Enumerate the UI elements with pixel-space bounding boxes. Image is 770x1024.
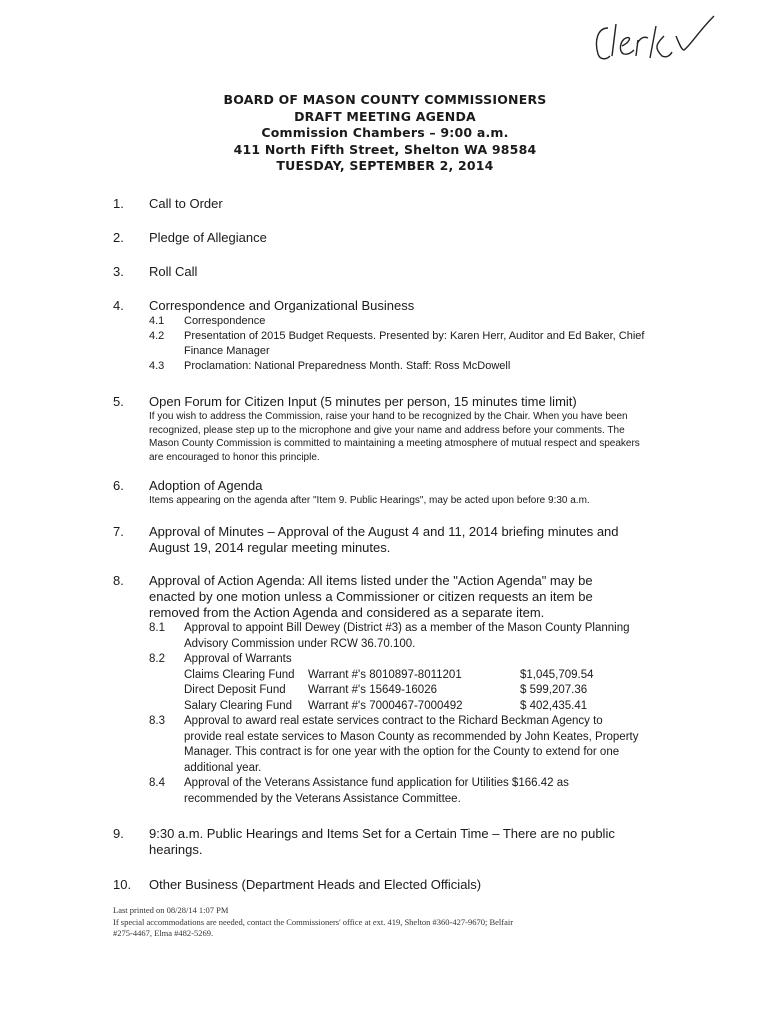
item-title: 9:30 a.m. Public Hearings and Items Set for a Certain Time – There are no public hearings. bbox=[149, 826, 615, 857]
sub-item-text: Approval of the Veterans Assistance fund application for Utilities $166.42 as recommended by the Veterans Assistance Committee. bbox=[184, 777, 569, 805]
sub-item-text: Presentation of 2015 Budget Requests. Presented by: Karen Herr, Auditor and Ed Baker, Chief Finance Manager bbox=[184, 330, 645, 357]
item-title: Open Forum for Citizen Input (5 minutes per person, 15 minutes time limit) bbox=[149, 394, 577, 409]
warrant-fund: Salary Clearing Fund bbox=[184, 699, 293, 712]
item-title: Approval of Minutes – Approval of the August 4 and 11, 2014 briefing minutes and August 19, 2014 regular meeting minutes. bbox=[149, 524, 619, 555]
sub-item-4-3 bbox=[149, 359, 649, 374]
item-number: 3. bbox=[113, 264, 124, 279]
sub-item-text: Proclamation: National Preparedness Month. Staff: Ross McDowell bbox=[184, 360, 511, 372]
sub-item-text: Approval to appoint Bill Dewey (District #3) as a member of the Mason County Planning Advisory Commission under RCW 36.70.100. bbox=[184, 622, 630, 650]
item-number: 1. bbox=[113, 196, 124, 211]
item-number: 7. bbox=[113, 524, 124, 539]
warrant-amount: $1,045,709.54 bbox=[520, 668, 594, 681]
item-title: Call to Order bbox=[149, 196, 223, 211]
agenda-header bbox=[0, 92, 770, 175]
sub-item-8-4 bbox=[149, 776, 639, 807]
footer-printed-date: Last printed on 08/28/14 1:07 PM bbox=[113, 905, 229, 915]
warrant-table bbox=[184, 668, 639, 715]
item-number: 10. bbox=[113, 877, 132, 892]
sub-item-number: 4.2 bbox=[149, 330, 165, 342]
item-title: Roll Call bbox=[149, 264, 198, 279]
footer-accommodations: If special accommodations are needed, contact the Commissioners' office at ext. 419, Shelton #360-427-9670; Belfair bbox=[113, 916, 514, 927]
item-title: Approval of Action Agenda: All items listed under the "Action Agenda" may be enacted by one motion unless a Commissioner or citizen requests an item be removed from the Action Agenda and considered as a separate item. bbox=[149, 573, 593, 620]
sub-item-number: 8.2 bbox=[149, 653, 165, 665]
handwritten-clerk-note bbox=[590, 6, 720, 66]
header-address: 411 North Fifth Street, Shelton WA 98584 bbox=[233, 141, 537, 157]
header-date: TUESDAY, SEPTEMBER 2, 2014 bbox=[276, 158, 494, 173]
warrant-range: Warrant #'s 8010897-8011201 bbox=[308, 668, 462, 681]
sub-item-8-2 bbox=[149, 652, 639, 668]
item-number: 5. bbox=[113, 394, 124, 409]
footer-phone-numbers: #275-4467, Elma #482-5269. bbox=[113, 928, 214, 938]
sub-item-number: 4.3 bbox=[149, 360, 165, 372]
warrant-fund: Direct Deposit Fund bbox=[184, 684, 286, 696]
sub-item-8-3 bbox=[149, 714, 639, 776]
item-number: 9. bbox=[113, 826, 124, 841]
sub-item-text: Approval of Warrants bbox=[184, 653, 292, 665]
sub-item-number: 8.3 bbox=[149, 715, 165, 727]
warrant-range: Warrant #'s 15649-16026 bbox=[308, 684, 437, 696]
item-number: 4. bbox=[113, 298, 124, 313]
item-title: Other Business (Department Heads and Elected Officials) bbox=[149, 877, 482, 892]
sub-item-text: Approval to award real estate services contract to the Richard Beckman Agency to provide real estate services to Mason County as recommended by John Keates, Property Manager. This contract is for one year with the option for the County to extend for one additional year. bbox=[184, 715, 639, 774]
item-title: Pledge of Allegiance bbox=[149, 230, 267, 245]
item-number: 8. bbox=[113, 573, 124, 588]
item-title: Correspondence and Organizational Business bbox=[149, 298, 415, 313]
sub-item-text: Correspondence bbox=[184, 315, 266, 327]
item-note: If you wish to address the Commission, raise your hand to be recognized by the Chair. When you have been recognized, please step up to the microphone and give your name and address before your comments. The Mason County Commission is committed to maintaining a meeting atmosphere of mutual respect and speakers are encouraged to honor this principle. bbox=[149, 411, 640, 463]
sub-item-number: 4.1 bbox=[149, 315, 165, 327]
warrant-fund: Claims Clearing Fund bbox=[184, 668, 295, 681]
header-agenda-title: DRAFT MEETING AGENDA bbox=[294, 108, 476, 124]
sub-item-8-1 bbox=[149, 621, 639, 652]
sub-item-4-2 bbox=[149, 329, 649, 359]
warrant-range: Warrant #'s 7000467-7000492 bbox=[308, 699, 463, 712]
warrant-amount: $ 402,435.41 bbox=[520, 699, 588, 712]
sub-item-4-1 bbox=[149, 314, 649, 329]
item-title: Adoption of Agenda bbox=[149, 478, 263, 493]
item-number: 2. bbox=[113, 230, 124, 245]
item-note: Items appearing on the agenda after "Item 9. Public Hearings", may be acted upon before 9:30 a.m. bbox=[149, 495, 590, 506]
warrant-amount: $ 599,207.36 bbox=[520, 684, 588, 696]
page-footer bbox=[113, 905, 653, 940]
sub-item-number: 8.1 bbox=[149, 622, 165, 634]
sub-item-number: 8.4 bbox=[149, 777, 165, 789]
header-board-name: BOARD OF MASON COUNTY COMMISSIONERS bbox=[223, 92, 547, 107]
header-location-time: Commission Chambers – 9:00 a.m. bbox=[261, 125, 509, 140]
item-number: 6. bbox=[113, 478, 124, 493]
